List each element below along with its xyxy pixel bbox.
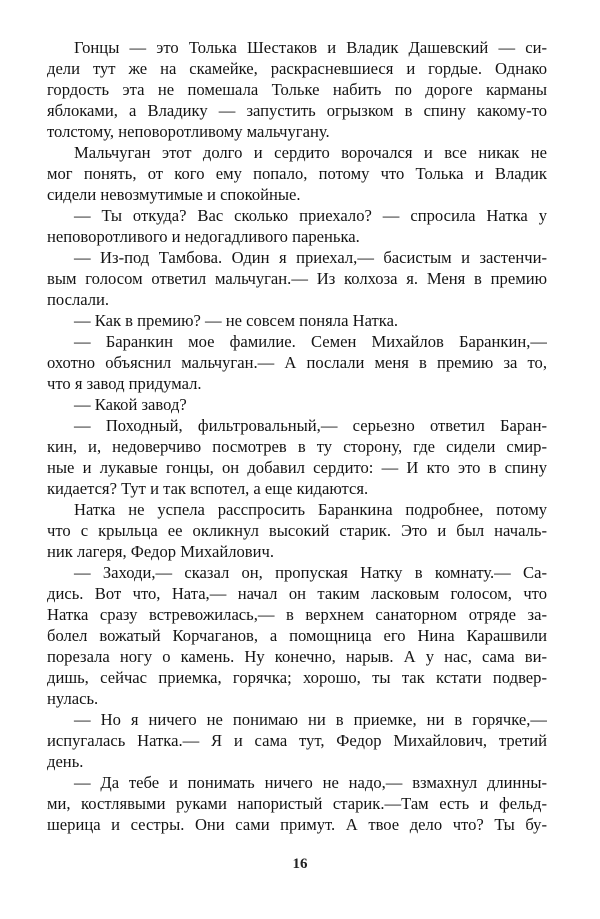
text-line: послали. — [47, 290, 110, 309]
text-line: вым голосом ответил мальчуган.— Из колхоза я. Меня в премию — [47, 269, 547, 288]
text-line: — Баранкин мое фамилие. Семен Михайлов Баранкин,— — [74, 332, 547, 351]
text-line: что я завод придумал. — [47, 374, 202, 393]
text-line: испугалась Натка.— Я и сама тут, Федор Михайлович, третий — [47, 731, 547, 750]
text-line: Натка сразу встревожилась,— в верхнем санаторном отряде за- — [47, 605, 547, 624]
text-line: ми, костлявыми руками напористый старик.—Там есть и фельд- — [47, 794, 547, 813]
text-line: неповоротливого и недогадливого паренька. — [47, 227, 360, 246]
text-line: — Какой завод? — [74, 395, 187, 414]
text-line: дели тут же на скамейке, раскрасневшиеся и гордые. Однако — [47, 59, 547, 78]
text-line: сидели невозмутимые и спокойные. — [47, 185, 301, 204]
text-line: толстому, неповоротливому мальчугану. — [47, 122, 330, 141]
text-line: — Но я ничего не понимаю ни в приемке, ни в горячке,— — [74, 710, 547, 729]
book-page-text — [47, 37, 547, 835]
page-number: 16 — [292, 856, 308, 872]
text-line: — Походный, фильтровальный,— серьезно ответил Баран- — [74, 416, 547, 435]
paragraph — [47, 247, 547, 310]
paragraph — [47, 205, 547, 247]
paragraph — [47, 562, 547, 709]
paragraph — [47, 331, 547, 394]
text-line: мог понять, от кого ему попало, потому что Толька и Владик — [47, 164, 547, 183]
text-line: Гонцы — это Толька Шестаков и Владик Дашевский — си- — [74, 38, 547, 57]
paragraph — [47, 499, 547, 562]
text-line: яблоками, а Владику — запустить огрызком в спину какому-то — [47, 101, 547, 120]
text-line: что с крыльца ее окликнул высокий старик. Это и был началь- — [47, 521, 547, 540]
text-line: болел вожатый Корчаганов, а помощница его Нина Карашвили — [47, 626, 547, 645]
paragraph — [47, 415, 547, 499]
text-line: охотно объяснил мальчуган.— А послали меня в премию за то, — [47, 353, 547, 372]
text-line: дишь, сейчас приемка, горячка; хорошо, ты так кстати подвер- — [47, 668, 547, 687]
text-line: ник лагеря, Федор Михайлович. — [47, 542, 274, 561]
text-line: — Из-под Тамбова. Один я приехал,— басистым и застенчи- — [74, 248, 547, 267]
text-line: — Ты откуда? Вас сколько приехало? — спросила Натка у — [74, 206, 547, 225]
text-line: — Как в премию? — не совсем поняла Натка. — [74, 311, 399, 330]
text-line: кин, и, недоверчиво посмотрев в ту сторону, где сидели смир- — [47, 437, 547, 456]
text-line: гордость эта не помешала Тольке набить по дороге карманы — [47, 80, 547, 99]
text-line: кидается? Тут и так вспотел, а еще кидаются. — [47, 479, 369, 498]
text-line: Мальчуган этот долго и сердито ворочался и все никак не — [74, 143, 547, 162]
paragraph — [47, 709, 547, 772]
text-line: ные и лукавые гонцы, он добавил сердито: — И кто это в спину — [47, 458, 547, 477]
paragraph — [47, 37, 547, 142]
paragraph — [47, 142, 547, 205]
text-line: — Заходи,— сказал он, пропуская Натку в комнату.— Са- — [74, 563, 547, 582]
paragraph — [47, 772, 547, 835]
text-line: нулась. — [47, 689, 99, 708]
paragraph — [47, 394, 547, 415]
paragraph — [47, 310, 547, 331]
text-line: дись. Вот что, Ната,— начал он таким ласковым голосом, что — [47, 584, 547, 603]
text-line: порезала ногу о камень. Ну конечно, нарыв. А у нас, сама ви- — [47, 647, 547, 666]
text-line: шерица и сестры. Они сами примут. А твое дело что? Ты бу- — [47, 815, 547, 834]
text-line: день. — [47, 752, 84, 771]
text-line: — Да тебе и понимать ничего не надо,— взмахнул длинны- — [74, 773, 547, 792]
text-line: Натка не успела расспросить Баранкина подробнее, потому — [74, 500, 547, 519]
